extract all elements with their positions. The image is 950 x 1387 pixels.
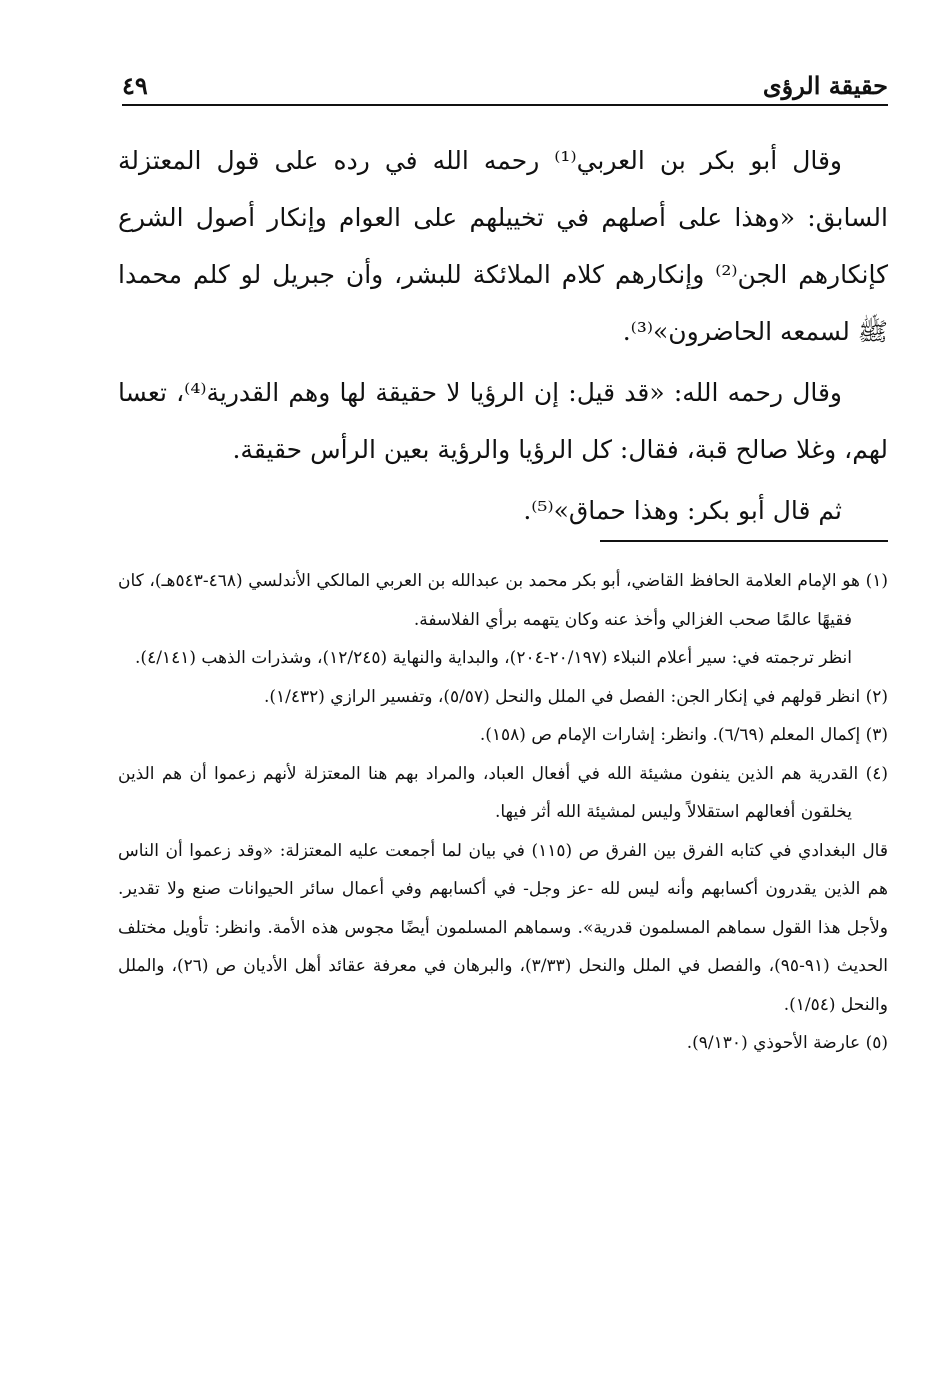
footnote-4: (٤) القدرية هم الذين ينفون مشيئة الله في أفعال العباد، والمراد بهم هنا المعتزلة لأنهم زعموا أن هم الذين يخلقون أفعالهم استقلالاً وليس لمشيئة الله أثر فيها.	[118, 763, 888, 822]
paragraph-1: وقال أبو بكر بن العربي⁽¹⁾ رحمه الله في رده على قول المعتزلة السابق: «وهذا على أصلهم في تخييلهم على العوام وإنكار أصول الشرع كإنكارهم الجن⁽²⁾ وإنكارهم كلام الملائكة للبشر، وأن جبريل لو كلم محمدا ﷺ لسمعه الحاضرون»⁽³⁾.	[118, 146, 888, 346]
footnote-5: (٥) عارضة الأحوذي (٩/١٣٠).	[686, 1033, 888, 1053]
page-header	[122, 66, 888, 100]
page-number: ٤٩	[122, 71, 148, 100]
main-text	[118, 132, 888, 539]
paragraph-2: وقال رحمه الله: «قد قيل: إن الرؤيا لا حقيقة لها وهم القدرية⁽⁴⁾، تعسا لهم، وغلا صالح قبة، فقال: كل الرؤيا والرؤية بعين الرأس حقيقة.	[118, 378, 888, 464]
footnote-1: (١) هو الإمام العلامة الحافظ القاضي، أبو بكر محمد بن عبدالله بن العربي المالكي الأندلسي (٤٦٨-٥٤٣هـ)، كان فقيهًا عالمًا صحب الغزالي وأخذ عنه وكان يتهمه برأي الفلاسفة.	[118, 571, 889, 630]
footnotes	[118, 562, 888, 1063]
footnote-1-continuation: انظر ترجمته في: سير أعلام النبلاء (٢٠/١٩٧-٢٠٤)، والبداية والنهاية (١٢/٢٤٥)، وشذرات الذهب (٤/١٤١).	[135, 648, 852, 668]
footnote-3: (٣) إكمال المعلم (٦/٦٩). وانظر: إشارات الإمام ص (١٥٨).	[479, 725, 888, 745]
footnote-2: (٢) انظر قولهم في إنكار الجن: الفصل في الملل والنحل (٥/٥٧)، وتفسير الرازي (١/٤٣٢).	[263, 686, 888, 707]
paragraph-3: ثم قال أبو بكر: وهذا حماق»⁽⁵⁾.	[523, 496, 842, 525]
header-rule	[122, 104, 888, 106]
running-title: حقيقة الرؤى	[762, 71, 888, 100]
footnote-4-continuation: قال البغدادي في كتابه الفرق بين الفرق ص (١١٥) في بيان لما أجمعت عليه المعتزلة: «وقد زعموا أن الناس هم الذين يقدرون أكسابهم وأنه ليس لله -عز وجل- في أكسابهم وفي أعمال سائر الحيوانات صنع ولا تقدير. ولأجل هذا القول سماهم المسلمون قدرية». وسماهم المسلمون أيضًا مجوس هذه الأمة. وانظر: تأويل مختلف الحديث (٩١-٩٥)، والفصل في الملل والنحل (٣/٣٣)، والبرهان في معرفة عقائد أهل الأديان ص (٢٦)، والملل والنحل (١/٥٤).	[118, 840, 888, 1015]
footnote-separator	[600, 540, 888, 542]
